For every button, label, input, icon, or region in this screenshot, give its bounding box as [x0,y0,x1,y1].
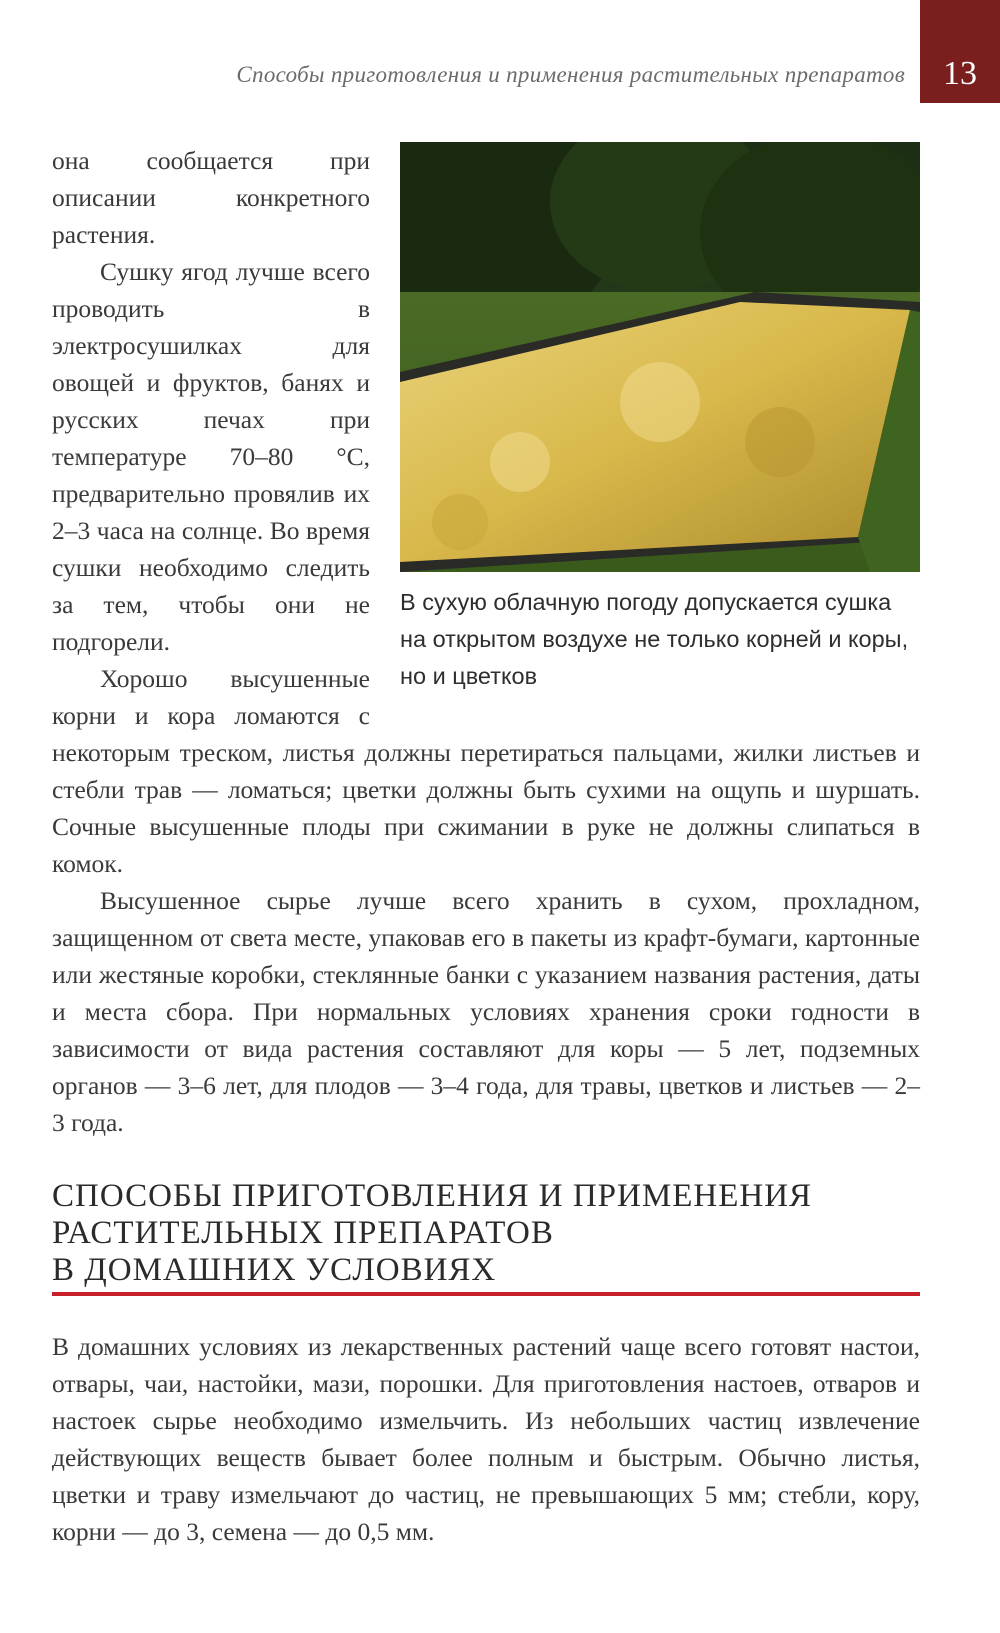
paragraph: Сушку ягод лучше всего проводить в электросушилках для овощей и фруктов, банях и русских печах при температуре 70–80 °С, предварительно провялив их 2–3 часа на солнце. Во время сушки необходимо следить за тем, чтобы они не подгорели. [52,257,370,656]
section-title-line: РАСТИТЕЛЬНЫХ ПРЕПАРАТОВ [52,1215,554,1251]
main-text [52,142,920,1141]
section-divider [52,1292,920,1296]
paragraph: она сообщается при описании конкретного растения. [52,146,370,249]
running-title: Способы приготовления и применения растительных препаратов [236,62,905,87]
section-body [52,1328,920,1550]
paragraph: Высушенное сырье лучше всего хранить в сухом, прохладном, защищенном от света месте, упаковав его в пакеты из крафт-бумаги, картонные или жестяные коробки, стеклянные банки с указанием названия растения, даты и места сбора. При нормальных условиях хранения сроки годности в зависимости от вида растения составляют для коры — 5 лет, подземных органов — 3–6 лет, для плодов — 3–4 года, для травы, цветков и листьев — 2–3 года. [52,886,920,1137]
page-number: 13 [943,55,977,92]
section-title-line: СПОСОБЫ ПРИГОТОВЛЕНИЯ И ПРИМЕНЕНИЯ [52,1178,813,1214]
paragraph: В домашних условиях из лекарственных растений чаще всего готовят настои, отвары, чаи, настойки, мази, порошки. Для приготовления настоев, отваров и настоек сырье необходимо измельчить. Из небольших частиц извлечение действующих веществ бывает более полным и быстрым. Обычно листья, цветки и траву измельчают до частиц, не превышающих 5 мм; стебли, кору, корни — до 3, семена — до 0,5 мм. [52,1332,920,1546]
drying-field-photo [400,142,920,572]
figure [400,142,920,712]
page-number-tab [920,0,1000,103]
section-title-line: В ДОМАШНИХ УСЛОВИЯХ [52,1252,497,1288]
paragraph: Хорошо высушенные корни и кора ломаются с некоторым треском, листья должны перетираться пальцами, жилки листьев и стебли трав — ломаться; цветки должны быть сухими на ощупь и шуршать. Сочные высушенные плоды при сжимании в руке не должны слипаться в комок. [52,664,920,878]
figure-caption: В сухую облачную погоду допускается сушка на открытом воздухе не только корней и коры, но и цветков [400,589,909,689]
section-title [52,1178,920,1289]
